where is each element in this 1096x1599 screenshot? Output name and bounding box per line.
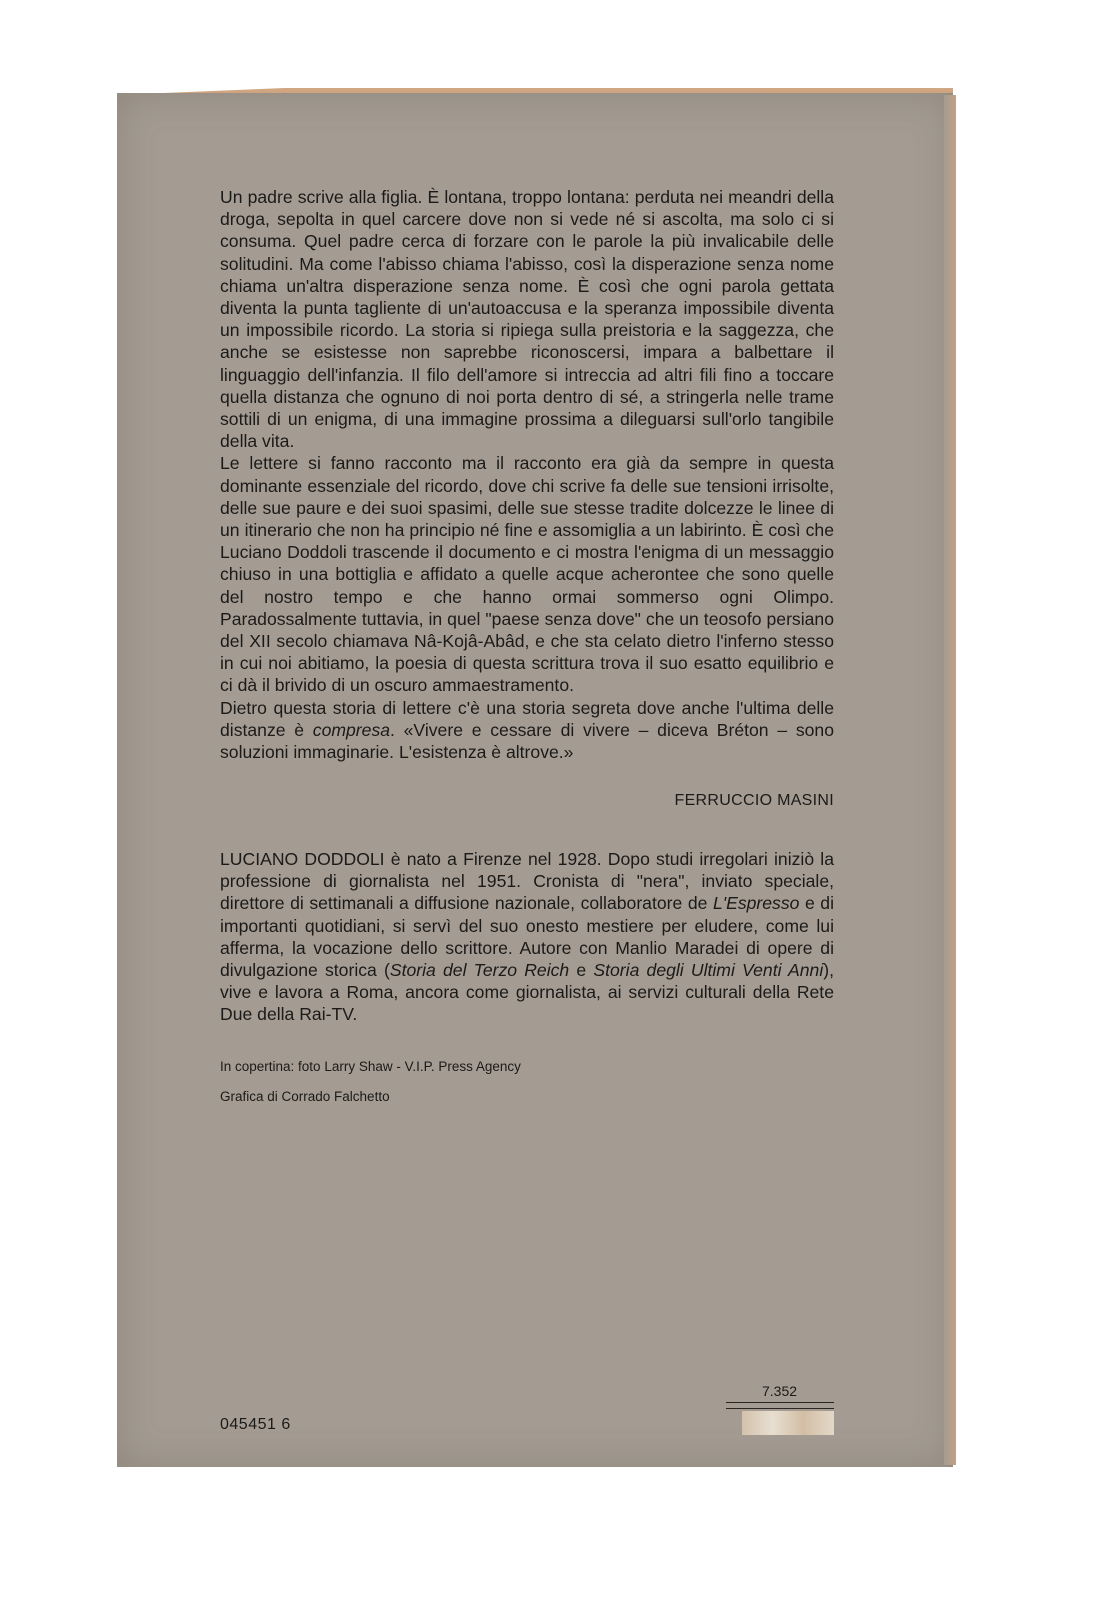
review-paragraph-2: Le lettere si fanno racconto ma il racconto era già da sempre in questa dominante essenziale del ricordo, dove chi scrive fa delle sue tensioni irrisolte, delle sue paure e dei suoi spasimi, delle sue stesse tradite dolcezze le linee di un itinerario che non ha principio né fine e assomiglia a un labirinto. È così che Luciano Doddoli trascende il documento e ci mostra l'enigma di un messaggio chiuso in una bottiglia e affidato a quelle acque acherontee che sono quelle del nostro tempo e che hanno ormai sommerso ogni Olimpo. Paradossalmente tuttavia, in quel "paese senza dove" che un teosofo persiano del XII secolo chiamava Nâ-Kojâ-Abâd, e che sta celato dietro l'inferno stesso in cui noi abitiamo, la poesia di questa scrittura trova il suo esatto equilibrio e ci dà il brivido di un oscuro ammaestramento. — [220, 453, 834, 696]
review-text — [220, 186, 834, 763]
bio-italic-2: Storia del Terzo Reich — [389, 960, 570, 981]
review-author: FERRUCCIO MASINI — [674, 792, 834, 809]
author-bio — [220, 848, 834, 1026]
bio-text-3: e — [569, 960, 594, 981]
price-rule — [726, 1408, 834, 1409]
graphics-credit: Grafica di Corrado Falchetto — [220, 1089, 390, 1104]
review-paragraph-1: Un padre scrive alla figlia. È lontana, troppo lontana: perduta nei meandri della droga, sepolta in quel carcere dove non si vede né si ascolta, ma solo ci si consuma. Quel padre cerca di forzare con le parole la più invalicabile delle solitudini. Ma come l'abisso chiama l'abisso, così la disperazione senza nome chiama un'altra disperazione senza nome. È così che ogni parola gettata diventa la punta tagliente di un'autoaccusa e la speranza impossibile diventa un impossibile ricordo. La storia si ripiega sulla preistoria e la saggezza, che anche se esistesse non saprebbe riconoscersi, impara a balbettare il linguaggio dell'infanzia. Il filo dell'amore si intreccia ad altri fili fino a toccare quella distanza che ognuno di noi porta dentro di sé, a stringerla nelle trame sottili di un enigma, di una immagine prossima a dileguarsi sull'orlo tangibile della vita. — [220, 187, 834, 452]
book-right-edge — [944, 95, 956, 1465]
bio-italic-1: L'Espresso — [712, 893, 800, 914]
price-rule — [726, 1402, 834, 1403]
bio-paragraph — [220, 848, 834, 1026]
review-p3-text-a: Dietro questa storia di lettere c'è una storia segreta dove anche l'ultima delle distanze è — [220, 697, 834, 740]
bio-text-2: e di importanti quotidiani, si servì del suo onesto mestiere per eludere, come lui afferma, la vocazione dello scrittore. Autore con Manlio Maradei di opere di divulgazione storica ( — [220, 893, 834, 981]
price-label: 7.352 — [762, 1383, 798, 1399]
bio-italic-3: Storia degli Ultimi Venti Anni — [593, 960, 824, 981]
cover-credit: In copertina: foto Larry Shaw - V.I.P. Press Agency — [220, 1059, 521, 1074]
review-p3-text-b: . «Vivere e cessare di vivere – diceva Bréton – sono soluzioni immaginarie. L'esistenza è altrove.» — [220, 719, 834, 763]
bio-text-4: ), vive e lavora a Roma, ancora come giornalista, ai servizi culturali della Rete Due della Rai-TV. — [220, 960, 835, 1025]
review-p3-italic: compresa — [312, 719, 391, 740]
bio-text-1: LUCIANO DODDOLI è nato a Firenze nel 1928. Dopo studi irregolari iniziò la professione di giornalista nel 1951. Cronista di "nera", inviato speciale, direttore di settimanali a diffusione nazionale, collaboratore de — [220, 849, 834, 914]
isbn-code: 045451 6 — [220, 1416, 291, 1433]
price-sticker — [742, 1411, 834, 1435]
review-paragraph-3 — [220, 697, 834, 764]
